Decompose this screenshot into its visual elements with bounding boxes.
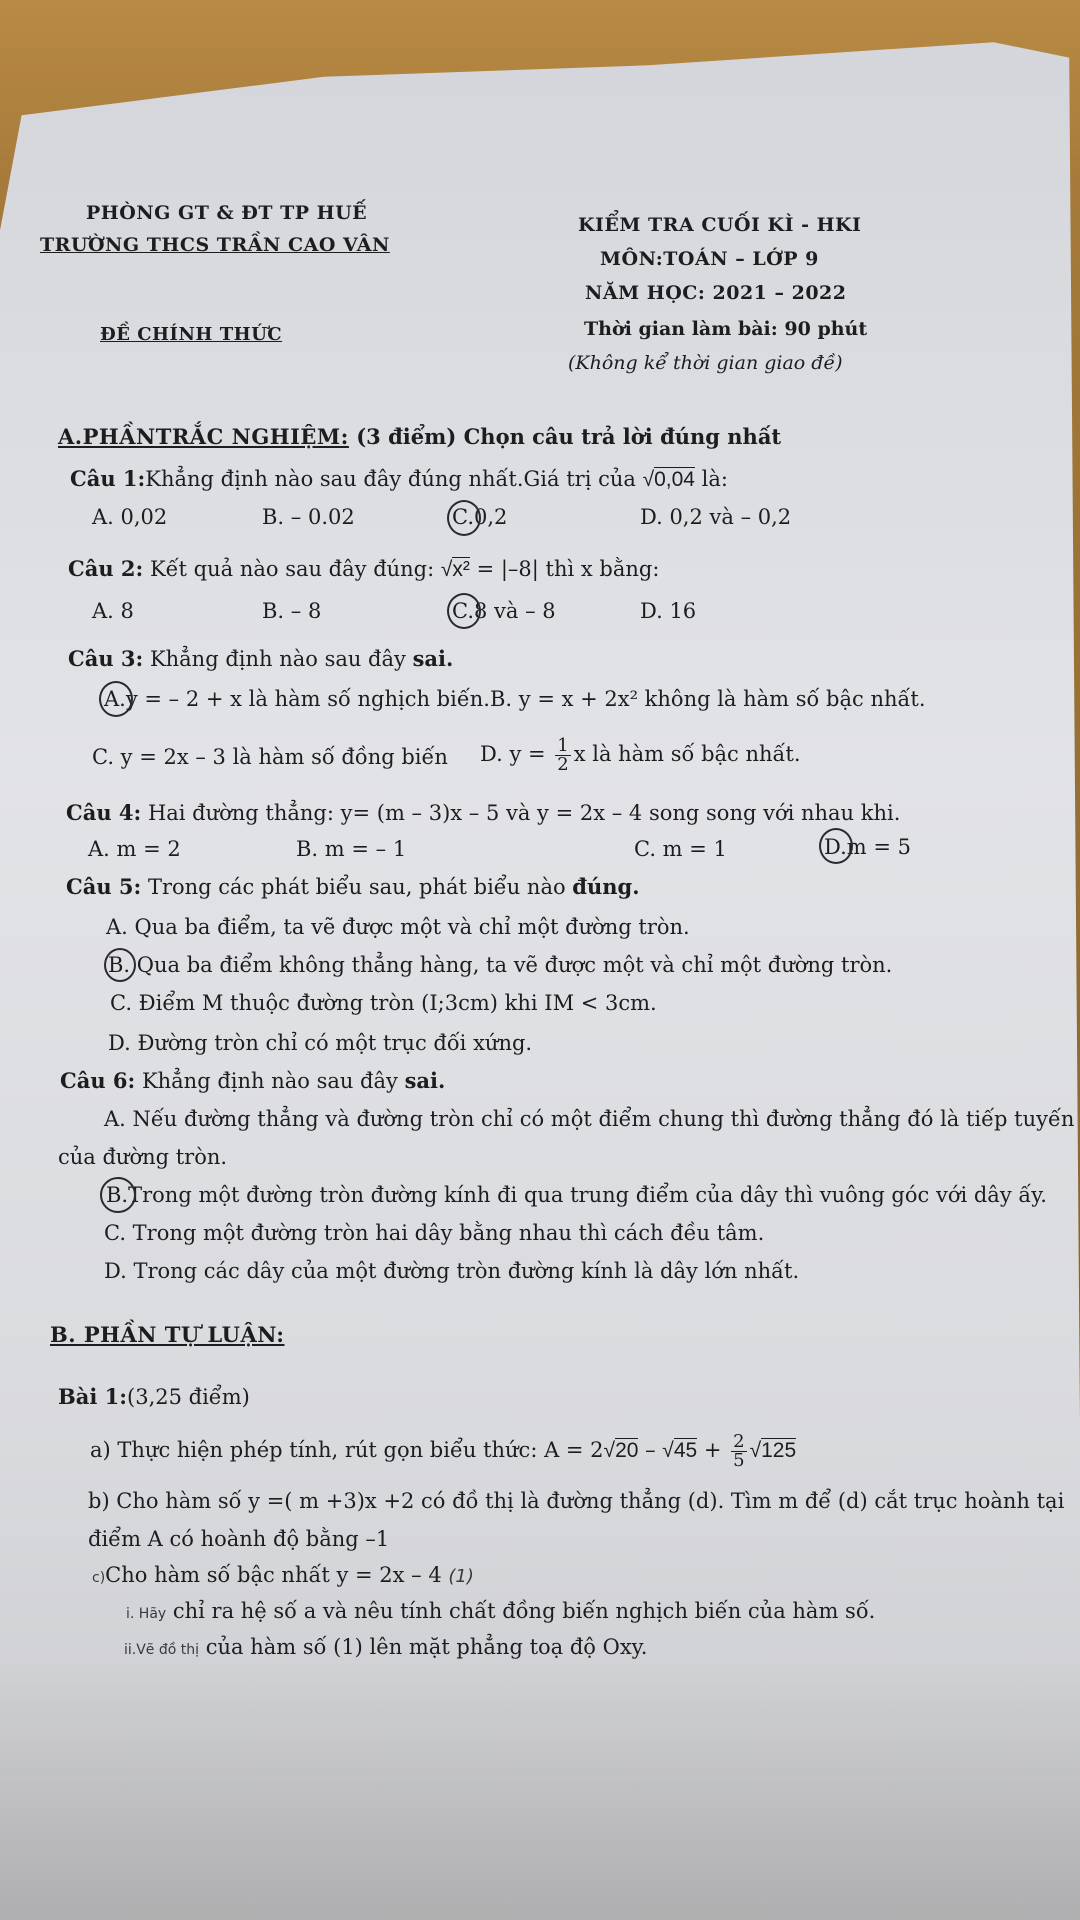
- official-label: ĐỀ CHÍNH THỨC: [100, 324, 283, 345]
- q2-option-d: D. 16: [640, 599, 697, 623]
- q4-answer-circle: [819, 828, 853, 864]
- dept-name: PHÒNG GT & ĐT TP HUẾ: [86, 202, 368, 224]
- q3-option-d: D. y = $\frac{1}{2}$ x là hàm số bậc nhất.: [480, 735, 801, 775]
- q1-answer-circle: [447, 500, 481, 536]
- q2-option-b: B. – 8: [262, 599, 322, 623]
- q5-option-b: B. Qua ba điểm không thẳng hàng, ta vẽ được một và chỉ một đường tròn.: [108, 953, 893, 977]
- time-note: (Không kể thời gian giao đề): [568, 352, 843, 374]
- q5-answer-circle: [104, 948, 136, 982]
- school-year: NĂM HỌC: 2021 – 2022: [585, 282, 847, 304]
- q6-option-a-line1: A. Nếu đường thẳng và đường tròn chỉ có một điểm chung thì đường thẳng đó là tiếp tuyến: [104, 1107, 1075, 1131]
- q5-option-d: D. Đường tròn chỉ có một trục đối xứng.: [108, 1031, 533, 1055]
- bai-1-part-c: c)Cho hàm số bậc nhất y = 2x – 4 (1): [92, 1563, 474, 1587]
- question-4: Câu 4: Hai đường thẳng: y= (m – 3)x – 5 và y = 2x – 4 song song với nhau khi.: [66, 800, 901, 825]
- q4-option-d: D.m = 5: [824, 835, 911, 859]
- q4-option-c: C. m = 1: [634, 837, 727, 861]
- school-name: TRƯỜNG THCS TRẦN CAO VÂN: [40, 234, 390, 256]
- q6-option-c: C. Trong một đường tròn hai dây bằng nhau thì cách đều tâm.: [104, 1221, 765, 1245]
- bottom-shadow: [0, 1660, 1080, 1920]
- q6-option-b: B.Trong một đường tròn đường kính đi qua trung điểm của dây thì vuông góc với dây ấy.: [106, 1183, 1047, 1207]
- bai-1-part-c-i: i. Hãy chỉ ra hệ số a và nêu tính chất đồng biến nghịch biến của hàm số.: [126, 1599, 876, 1623]
- q3-answer-circle: [99, 681, 133, 717]
- question-2: Câu 2: Kết quả nào sau đây đúng: √x² = |–8| thì x bằng:: [68, 556, 660, 581]
- q1-option-b: B. – 0.02: [262, 505, 355, 529]
- exam-title: KIỂM TRA CUỐI KÌ - HKI: [578, 214, 862, 236]
- bai-1-part-b-line1: b) Cho hàm số y =( m +3)x +2 có đồ thị là đường thẳng (d). Tìm m để (d) cắt trục hoành tại: [88, 1489, 1065, 1513]
- bai-1-part-a: a) Thực hiện phép tính, rút gọn biểu thức: A = 2√20 – √45 + $\frac{2}{5}$ √125: [90, 1431, 797, 1471]
- q6-answer-circle: [100, 1177, 136, 1213]
- q5-option-c: C. Điểm M thuộc đường tròn (I;3cm) khi IM < 3cm.: [110, 991, 657, 1015]
- q4-option-a: A. m = 2: [88, 837, 181, 861]
- q6-option-d: D. Trong các dây của một đường tròn đường kính là dây lớn nhất.: [104, 1259, 800, 1283]
- q6-option-a-line2: của đường tròn.: [58, 1145, 228, 1169]
- bai-1-heading: Bài 1:(3,25 điểm): [58, 1384, 250, 1409]
- part-b-heading: B. PHẦN TỰ LUẬN:: [50, 1322, 285, 1347]
- bai-1-part-b-line2: điểm A có hoành độ bằng –1: [88, 1527, 390, 1551]
- q4-option-b: B. m = – 1: [296, 837, 407, 861]
- q2-option-a: A. 8: [92, 599, 134, 623]
- q3-option-b: B. y = x + 2x² không là hàm số bậc nhất.: [490, 687, 926, 711]
- q5-option-a: A. Qua ba điểm, ta vẽ được một và chỉ một đường tròn.: [106, 915, 690, 939]
- part-a-heading: A.PHẦNTRẮC NGHIỆM: (3 điểm) Chọn câu trả lời đúng nhất: [58, 424, 782, 449]
- time-allowed: Thời gian làm bài: 90 phút: [584, 318, 868, 340]
- q1-option-d: D. 0,2 và – 0,2: [640, 505, 792, 529]
- question-5: Câu 5: Trong các phát biểu sau, phát biểu nào đúng.: [66, 874, 640, 899]
- q1-option-c: C.0,2: [452, 505, 508, 529]
- question-1: Câu 1:Khẳng định nào sau đây đúng nhất.Giá trị của √0,04 là:: [70, 466, 728, 491]
- q3-option-a: A.y = – 2 + x là hàm số nghịch biến.: [104, 687, 490, 711]
- question-3: Câu 3: Khẳng định nào sau đây sai.: [68, 646, 454, 671]
- q3-option-c: C. y = 2x – 3 là hàm số đồng biến: [92, 745, 448, 769]
- bai-1-part-c-ii: ii.Vẽ đồ thị của hàm số (1) lên mặt phẳng toạ độ Oxy.: [124, 1635, 648, 1659]
- q1-option-a: A. 0,02: [92, 505, 168, 529]
- subject: MÔN:TOÁN – LỚP 9: [600, 248, 819, 270]
- q2-option-c: C.8 và – 8: [452, 599, 556, 623]
- q2-answer-circle: [447, 593, 481, 629]
- question-6: Câu 6: Khẳng định nào sau đây sai.: [60, 1068, 446, 1093]
